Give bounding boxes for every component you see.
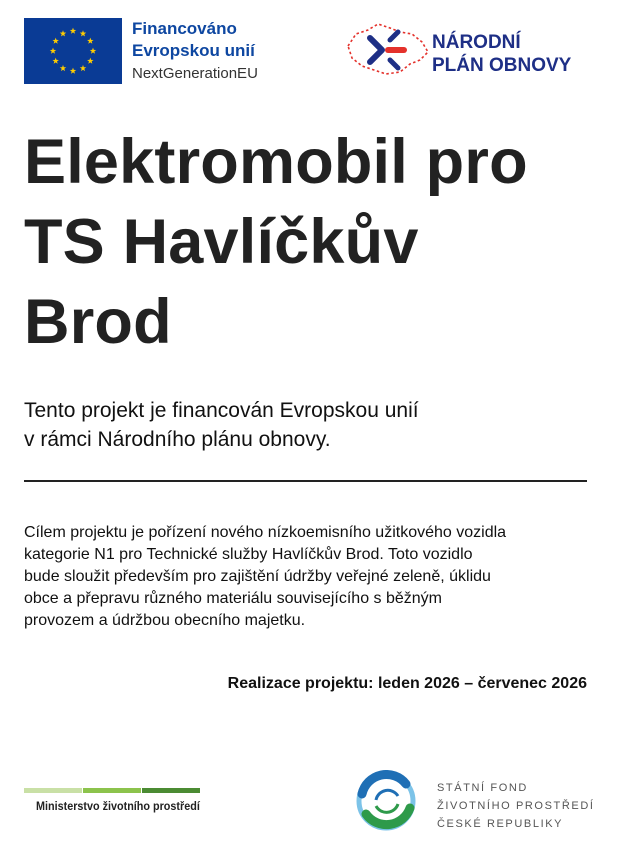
npo-text-line1: NÁRODNÍ <box>432 32 521 53</box>
mzp-bar-light <box>24 788 82 793</box>
eu-text-line3: NextGenerationEU <box>132 65 258 82</box>
sfzp-label <box>437 779 595 833</box>
narodni-plan-obnovy-icon <box>342 20 432 80</box>
funding-statement <box>24 396 604 454</box>
description-line1: Cílem projektu je pořízení nového nízkoemisního užitkového vozidla <box>24 524 507 541</box>
eu-flag-icon <box>24 18 122 84</box>
narodni-plan-obnovy-label <box>432 31 571 77</box>
page-title <box>24 122 604 362</box>
mzp-label: Ministerstvo životního prostředí <box>36 799 200 813</box>
eu-funding-label <box>132 18 302 85</box>
eu-text-line2: Evropskou unií <box>132 41 255 60</box>
divider <box>24 480 587 482</box>
project-description <box>24 522 594 632</box>
description-line2: kategorie N1 pro Technické služby Havlíčkův Brod. Toto vozidlo <box>24 546 473 563</box>
npo-text-line2: PLÁN OBNOVY <box>432 55 572 76</box>
sfzp-line3: ČESKÉ REPUBLIKY <box>437 818 564 830</box>
eu-text-line1: Financováno <box>132 19 237 38</box>
title-line1: Elektromobil pro <box>24 127 528 197</box>
description-line4: obce a přepravu různého materiálu souvisejícího s běžným <box>24 590 442 607</box>
description-line3: bude sloužit především pro zajištění údržby veřejné zeleně, úklidu <box>24 568 491 585</box>
sfzp-line1: STÁTNÍ FOND <box>437 782 528 794</box>
title-line2: TS Havlíčkův <box>24 207 419 277</box>
sfzp-line2: ŽIVOTNÍHO PROSTŘEDÍ <box>437 800 595 812</box>
description-line5: provozem a údržbou obecního majetku. <box>24 612 306 629</box>
realization-period: Realizace projektu: leden 2026 – červenec 2026 <box>227 675 587 692</box>
mzp-color-bars <box>24 788 200 793</box>
mzp-bar-medium <box>83 788 141 793</box>
sfzp-ring-icon <box>354 770 418 832</box>
title-line3: Brod <box>24 287 172 357</box>
funding-line1: Tento projekt je financován Evropskou unií <box>24 399 419 422</box>
mzp-bar-dark <box>142 788 200 793</box>
funding-line2: v rámci Národního plánu obnovy. <box>24 428 331 451</box>
